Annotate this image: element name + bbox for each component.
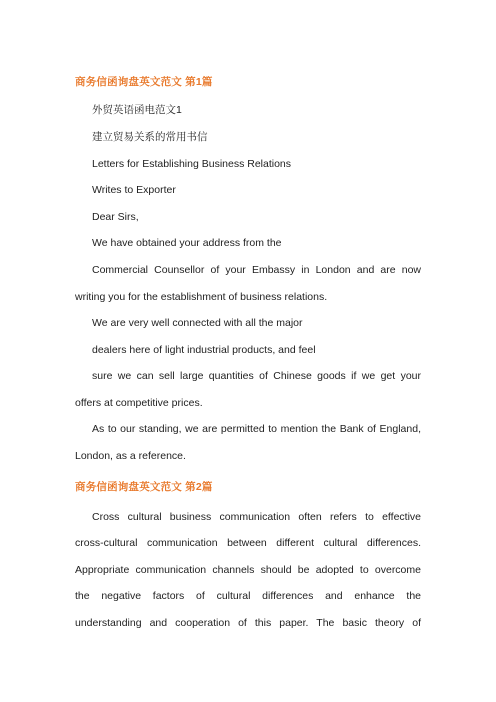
paragraph-line: Cross cultural business communication often refers to effective bbox=[92, 511, 421, 523]
paragraph-line: 建立贸易关系的常用书信 bbox=[92, 131, 208, 143]
paragraph-line: sure we can sell large quantities of Chinese goods if we get your bbox=[92, 370, 421, 382]
paragraph-line: We are very well connected with all the major bbox=[92, 317, 303, 329]
section-heading-2: 商务信函询盘英文范文 第2篇 bbox=[75, 481, 213, 493]
paragraph-line: London, as a reference. bbox=[75, 450, 186, 462]
paragraph-line: As to our standing, we are permitted to mention the Bank of England, bbox=[92, 423, 421, 435]
paragraph-line: Letters for Establishing Business Relations bbox=[92, 158, 292, 170]
paragraph-line: We have obtained your address from the bbox=[92, 237, 282, 249]
paragraph-line: offers at competitive prices. bbox=[75, 397, 203, 409]
paragraph-line: 外贸英语函电范文1 bbox=[92, 104, 182, 116]
salutation: Dear Sirs, bbox=[92, 211, 139, 223]
paragraph-line: understanding and cooperation of this paper. The basic theory of bbox=[75, 617, 421, 629]
section-heading-1: 商务信函询盘英文范文 第1篇 bbox=[75, 76, 213, 88]
paragraph-line: cross-cultural communication between different cultural differences. bbox=[75, 537, 421, 549]
paragraph-line: Appropriate communication channels should be adopted to overcome bbox=[75, 564, 421, 576]
paragraph-line: Commercial Counsellor of your Embassy in London and are now bbox=[92, 264, 421, 276]
paragraph-line: dealers here of light industrial products, and feel bbox=[92, 344, 316, 356]
paragraph-line: writing you for the establishment of business relations. bbox=[75, 291, 328, 303]
paragraph-line: Writes to Exporter bbox=[92, 184, 176, 196]
paragraph-line: the negative factors of cultural differences and enhance the bbox=[75, 590, 421, 602]
